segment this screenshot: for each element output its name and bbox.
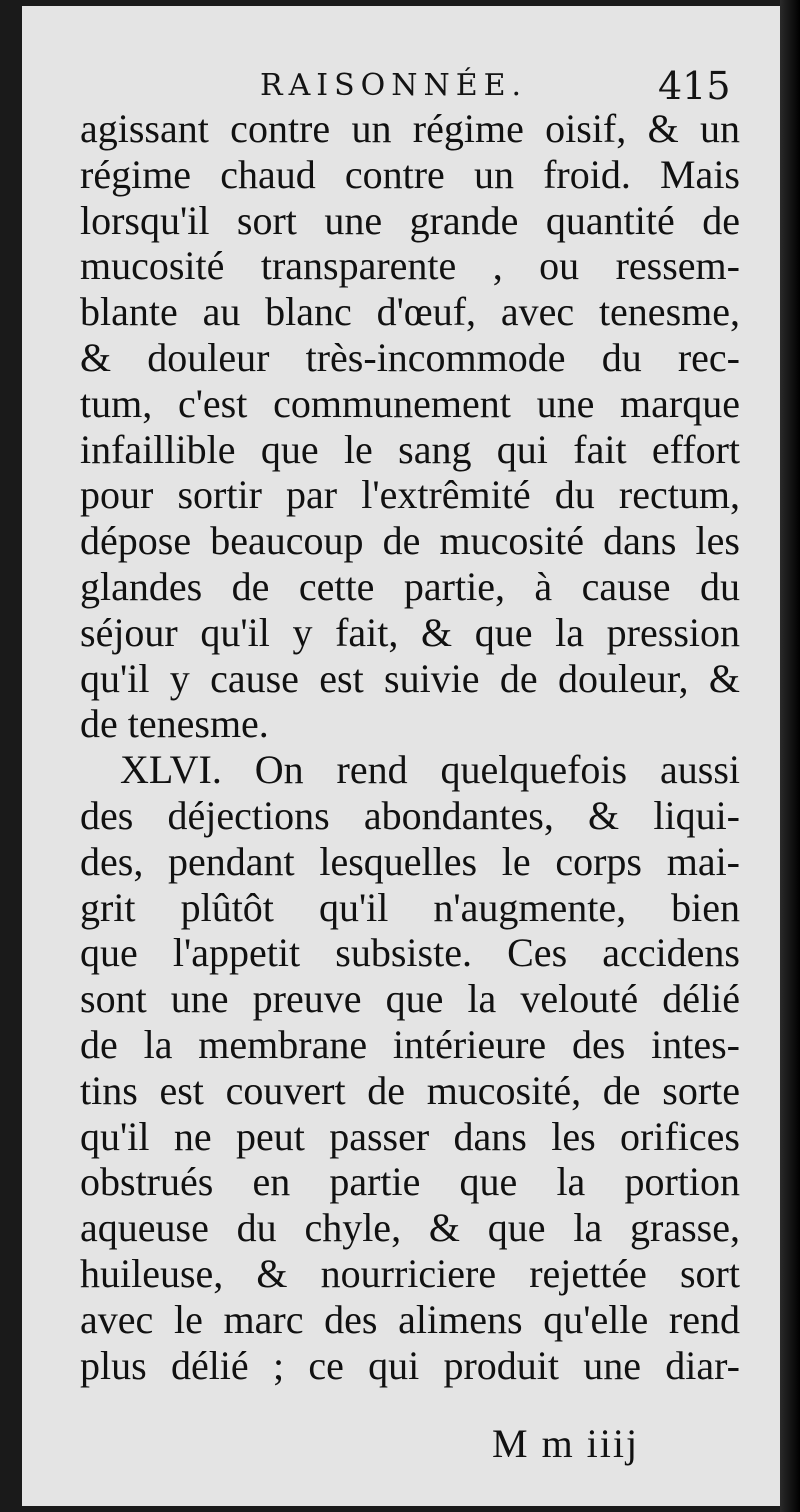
text-line: des déjections abondantes, & liqui- — [80, 792, 740, 838]
text-line: de la membrane intérieure des intes- — [80, 1021, 740, 1067]
text-line: tum, c'est communement une marque — [80, 380, 740, 426]
text-line: de tenesme. — [80, 701, 269, 747]
book-edge-shadow — [780, 0, 800, 1512]
text-line: sont une preuve que la velouté délié — [80, 976, 740, 1022]
text-line: dépose beaucoup de mucosité dans les — [80, 518, 740, 564]
body-text — [80, 106, 740, 1388]
text-line: avec le marc des alimens qu'elle rend — [80, 1296, 740, 1342]
signature-mark: M m iiij — [492, 1421, 640, 1466]
text-line: huileuse, & nourriciere rejettée sort — [80, 1250, 740, 1296]
text-line: plus délié ; ce qui produit une diar- — [80, 1342, 740, 1388]
text-line: des, pendant lesquelles le corps mai- — [80, 838, 740, 884]
text-line: mucosité transparente , ou ressem- — [80, 243, 740, 289]
text-line: grit plûtôt qu'il n'augmente, bien — [80, 884, 740, 930]
text-line: pour sortir par l'extrêmité du rectum, — [80, 472, 740, 518]
text-line: & douleur très-incommode du rec- — [80, 334, 740, 380]
section-start-line: XLVI. On rend quelquefois aussi — [120, 747, 740, 793]
text-line: séjour qu'il y fait, & que la pression — [80, 609, 740, 655]
text-line: blante au blanc d'œuf, avec tenesme, — [80, 289, 740, 335]
page-number: 415 — [658, 64, 731, 108]
text-line: obstrués en partie que la portion — [80, 1159, 740, 1205]
text-line: lorsqu'il sort une grande quantité de — [80, 197, 740, 243]
text-line: glandes de cette partie, à cause du — [80, 563, 740, 609]
text-line: agissant contre un régime oisif, & un — [80, 106, 740, 151]
text-line: régime chaud contre un froid. Mais — [80, 151, 740, 197]
text-line: que l'appetit subsiste. Ces accidens — [80, 930, 740, 976]
text-line: aqueuse du chyle, & que la grasse, — [80, 1205, 740, 1251]
text-line: qu'il ne peut passer dans les orifices — [80, 1113, 740, 1159]
text-line: infaillible que le sang qui fait effort — [80, 426, 740, 472]
running-head: RAISONNÉE. — [260, 68, 528, 103]
text-line: qu'il y cause est suivie de douleur, & — [80, 655, 740, 701]
book-page — [22, 6, 780, 1506]
text-line: tins est couvert de mucosité, de sorte — [80, 1067, 740, 1113]
